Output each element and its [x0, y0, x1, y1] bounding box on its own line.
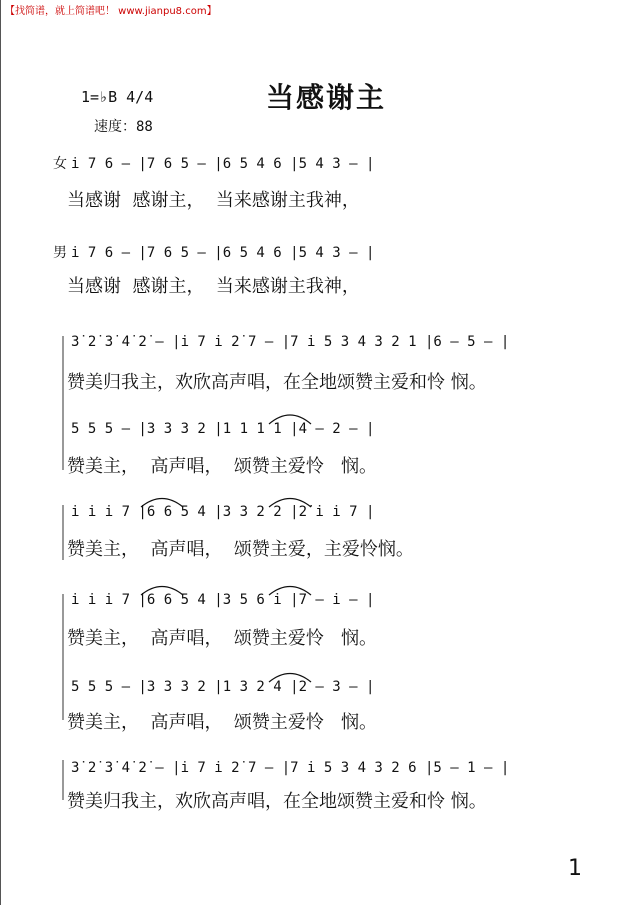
site-banner[interactable]: 【找简谱，就上简谱吧！ www.jianpu8.com】	[5, 6, 217, 17]
lyric-row: 赞美主， 高声唱， 颂赞主爱，主爱怜悯。	[67, 539, 414, 560]
key-signature: 1=♭B 4/4	[81, 88, 154, 106]
lyric-row: 赞美主， 高声唱， 颂赞主爱怜 悯。	[67, 456, 378, 477]
notes-row: i̇ 7 6 – |7 6 5 – |6 5 4 6 |5 4 3 – |	[71, 156, 375, 172]
notes-row: i̇ 7 6 – |7 6 5 – |6 5 4 6 |5 4 3 – |	[71, 245, 375, 261]
row-label: 女	[53, 156, 67, 172]
lyric-row: 赞美主， 高声唱， 颂赞主爱怜 悯。	[67, 628, 378, 649]
notes-row: i̇ i̇ i̇ 7 |6 6 5 4 |3 5 6 i̇ |7 – i̇ – |	[71, 592, 375, 608]
song-title: 当感谢主	[266, 81, 387, 114]
lyric-row: 赞美归我主，欢欣高声唱，在全地颂赞主爱和怜 悯。	[67, 791, 487, 812]
lyric-row: 赞美归我主，欢欣高声唱，在全地颂赞主爱和怜 悯。	[67, 372, 487, 393]
notes-row: i̇ i̇ i̇ 7 |6 6 5 4 |3 3 2 2 |2̇ i̇ i̇ 7 |	[71, 504, 375, 520]
notes-row: 3̇ 2̇ 3̇ 4̇ 2̇ – |i̇ 7 i̇ 2̇ 7 – |7 i̇ 5 3 4 3 2 1 |6 – 5 – |	[71, 334, 510, 350]
notes-row: 3̇ 2̇ 3̇ 4̇ 2̇ – |i̇ 7 i̇ 2̇ 7 – |7 i̇ 5 3 4 3 2 6 |5 – 1 – |	[71, 760, 510, 776]
page-number: 1	[568, 856, 582, 881]
notes-row: 5 5 5 – |3 3 3 2 |1 1 1 1 |4 – 2 – |	[71, 421, 375, 437]
lyric-row: 赞美主， 高声唱， 颂赞主爱怜 悯。	[67, 712, 378, 733]
lyric-row: 当感谢 感谢主， 当来感谢主我神，	[67, 276, 360, 297]
lyric-row: 当感谢 感谢主， 当来感谢主我神，	[67, 190, 360, 211]
tempo-marking: 速度：88	[94, 119, 153, 135]
notes-row: 5 5 5 – |3 3 3 2 |1 3 2 4 |2 – 3 – |	[71, 679, 375, 695]
row-label: 男	[53, 245, 67, 261]
